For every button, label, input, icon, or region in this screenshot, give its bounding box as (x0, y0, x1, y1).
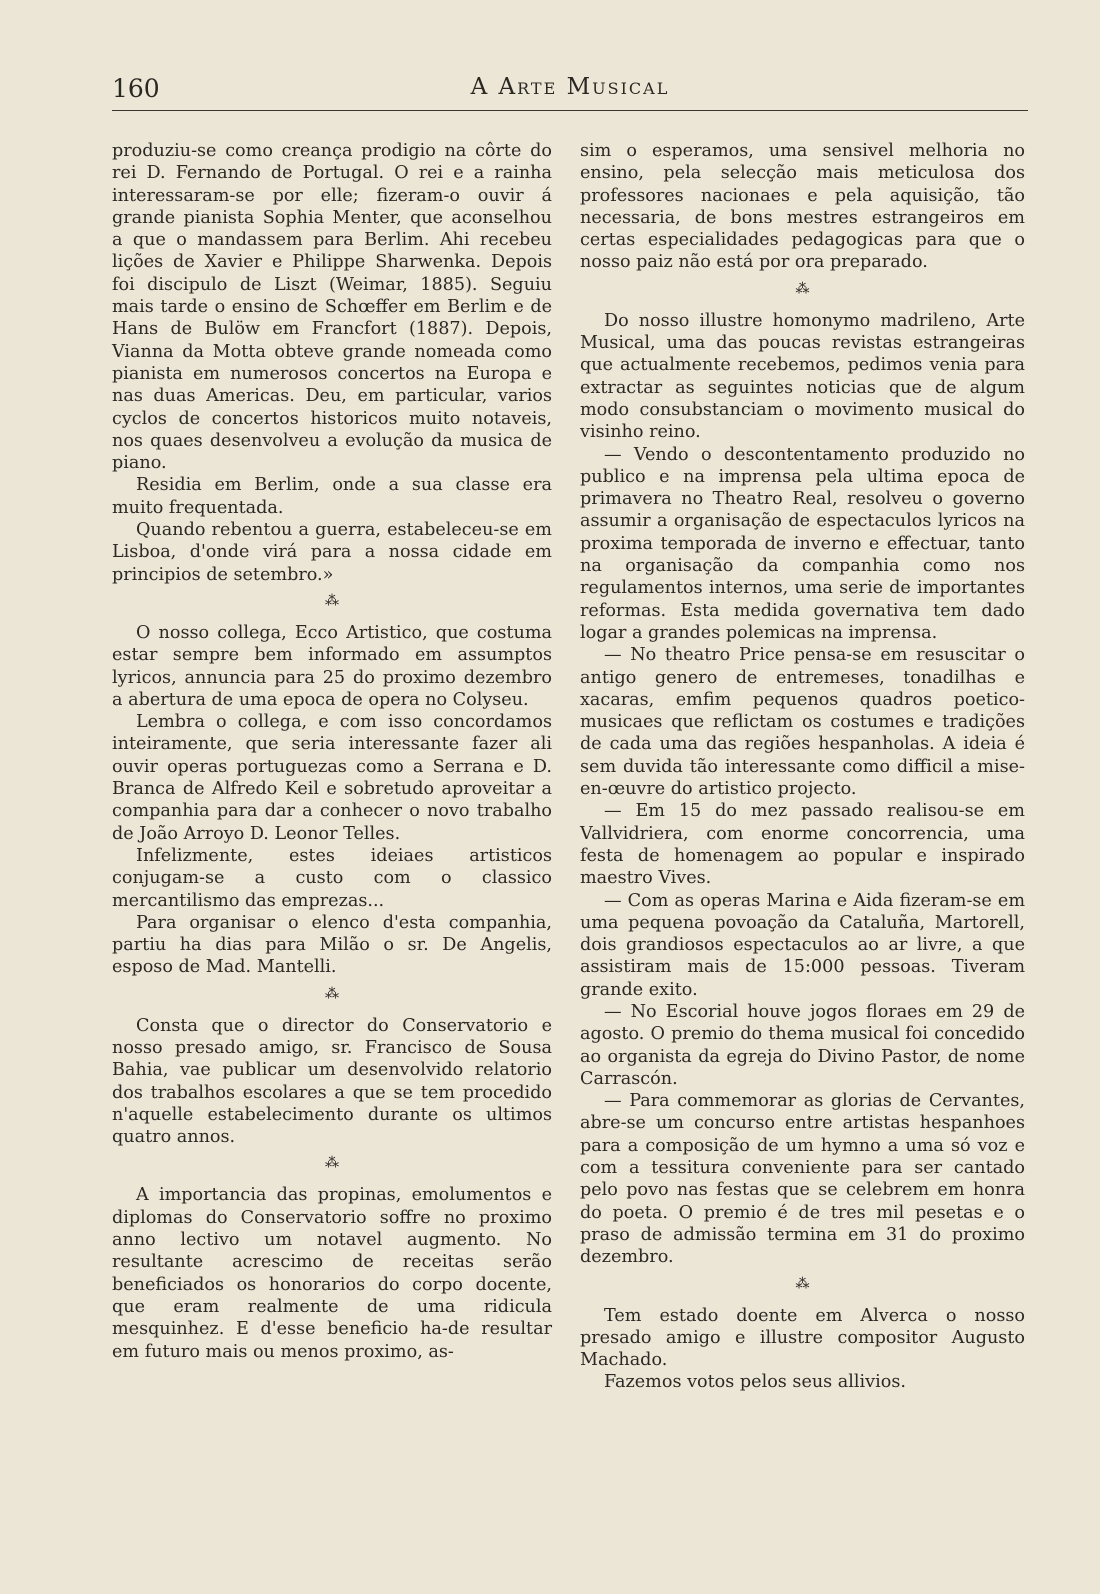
paragraph: A importancia das propinas, emolumentos e diplomas do Conservatorio soffre no proximo anno lectivo um notavel augmento. No resultante acrescimo de receitas serão beneficiados os honorarios do corpo docente, que eram realmente de uma ridicula mesquinhez. E d'esse beneficio ha-de resultar em futuro mais ou menos proximo, as- (112, 1185, 552, 1362)
paragraph: Lembra o collega, e com isso concordamos inteiramente, que seria interessante fazer ali ouvir operas portuguezas como a Serrana e D. Branca de Alfredo Keil e sobretudo aproveitar a companhia para dar a conhecer o novo trabalho de João Arroyo D. Leonor Telles. (112, 712, 552, 844)
paragraph: Infelizmente, estes ideiaes artisticos conjugam-se a custo com o classico mercantilismo das emprezas... (112, 845, 552, 911)
paragraph: Residia em Berlim, onde a sua classe era muito frequentada. (112, 475, 552, 518)
paragraph: — No theatro Price pensa-se em resuscitar o antigo genero de entremeses, tonadilhas e xacaras, emfim pequenos quadros poetico-musicaes que reflictam os costumes e tradições de cada uma das regiões hespanholas. A ideia é sem duvida tão interessante como difficil a mise-en-œuvre do artistico projecto. (580, 645, 1025, 800)
section-separator: ⁂ (325, 592, 339, 609)
section-separator: ⁂ (325, 1155, 339, 1172)
journal-title: A Arte Musical (470, 74, 670, 100)
paragraph: — Com as operas Marina e Aida fizeram-se em uma pequena povoação da Cataluña, Martorell, dois grandiosos espectaculos ao ar livre, a que assistiram mais de 15:000 pessoas. Tiveram grande exito. (580, 890, 1025, 1000)
paragraph: Quando rebentou a guerra, estabeleceu-se em Lisboa, d'onde virá para a nossa cidade em principios de setembro.» (112, 520, 552, 585)
paragraph: — Para commemorar as glorias de Cervantes, abre-se um concurso entre artistas hespanhoes para a composição de um hymno a uma só voz e com a tessitura conveniente para ser cantado pelo povo nas festas que se celebrem em honra do poeta. O premio é de tres mil pesetas e o praso de admissão termina em 31 do proximo dezembro. (580, 1091, 1025, 1268)
header-rule (112, 110, 1028, 111)
paragraph: sim o esperamos, uma sensivel melhoria no ensino, pela selecção mais meticulosa dos professores nacionaes e pela aquisição, tão necessaria, de bons mestres estrangeiros em certas especialidades pedagogicas para que o nosso paiz não está por ora preparado. (580, 141, 1025, 273)
paragraph: produziu-se como creança prodigio na côrte do rei D. Fernando de Portugal. O rei e a rainha interessaram-se por elle; fizeram-o ouvir á grande pianista Sophia Menter, que aconselhou a que o mandassem para Berlim. Ahi recebeu lições de Xavier e Philippe Sharwenka. Depois foi discipulo de Liszt (Weimar, 1885). Seguiu mais tarde o ensino de Schœffer em Berlim e de Hans de Bulöw em Francfort (1887). Depois, Vianna da Motta obteve grande nomeada como pianista em numerosos concertos na Europa e nas duas Americas. Deu, em particular, varios cyclos de concertos historicos muito notaveis, nos quaes desenvolveu a evolução da musica de piano. (112, 141, 552, 474)
paragraph: Tem estado doente em Alverca o nosso presado amigo e illustre compositor Augusto Machado. (580, 1305, 1025, 1371)
section-separator: ⁂ (795, 1275, 810, 1292)
paragraph: — No Escorial houve jogos floraes em 29 de agosto. O premio do thema musical foi concedido ao organista da egreja do Divino Pastor, de nome Carrascón. (580, 1001, 1025, 1089)
section-separator: ⁂ (325, 985, 339, 1002)
right-column (580, 140, 1025, 1394)
paragraph: O nosso collega, Ecco Artistico, que costuma estar sempre bem informado em assumptos lyricos, annuncia para 25 do proximo dezembro a abertura de uma epoca de opera no Colyseu. (112, 622, 552, 710)
paragraph: Consta que o director do Conservatorio e nosso presado amigo, sr. Francisco de Sousa Bahia, vae publicar um desenvolvido relatorio dos trabalhos escolares a que se tem procedido n'aquelle estabelecimento durante os ultimos quatro annos. (112, 1015, 552, 1148)
paragraph: Do nosso illustre homonymo madrileno, Arte Musical, uma das poucas revistas estrangeiras que actualmente recebemos, pedimos venia para extractar as seguintes noticias que de algum modo consubstanciam o movimento musical do visinho reino. (580, 310, 1025, 443)
section-separator: ⁂ (795, 280, 810, 297)
left-column (112, 140, 552, 1363)
paragraph: Fazemos votos pelos seus allivios. (604, 1372, 906, 1393)
page-number: 160 (112, 74, 160, 103)
paragraph: Para organisar o elenco d'esta companhia, partiu ha dias para Milão o sr. De Angelis, esposo de Mad. Mantelli. (112, 912, 552, 978)
paragraph: — Em 15 do mez passado realisou-se em Vallvidriera, com enorme concorrencia, uma festa de homenagem ao popular e inspirado maestro Vives. (580, 801, 1025, 889)
paragraph: — Vendo o descontentamento produzido no publico e na imprensa pela ultima epoca de primavera no Theatro Real, resolveu o governo assumir a organisação de espectaculos lyricos na proxima temporada de inverno e effectuar, tanto na organisação da companhia como nos regulamentos internos, uma serie de importantes reformas. Esta medida governativa tem dado logar a grandes polemicas na imprensa. (580, 444, 1025, 643)
page-header (112, 70, 1028, 110)
